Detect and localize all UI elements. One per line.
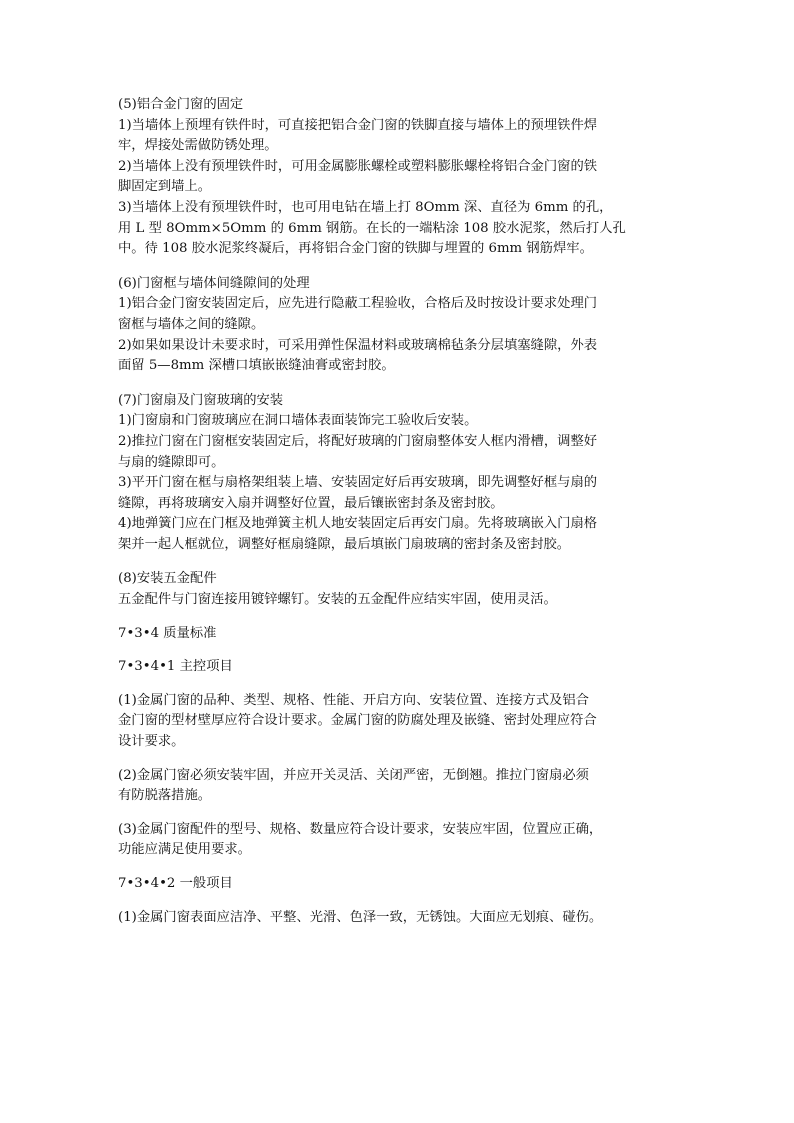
main-control-items-heading: 7•3•4•1 主控项目 <box>118 659 233 675</box>
section-7-line: 4)地弹簧门应在门框及地弹簧主机人地安装固定后再安门扇。先将玻璃嵌入门扇格 <box>118 516 598 532</box>
section-7-line: 1)门窗扇和门窗玻璃应在洞口墙体表面装饰完工验收后安装。 <box>118 413 478 429</box>
spacer <box>118 555 623 569</box>
spacer <box>118 611 623 624</box>
main-item-2-line: 有防脱落措施。 <box>118 788 212 804</box>
section-5-line: 1)当墙体上预埋有铁件时，可直接把铝合金门窗的铁脚直接与墙体上的预埋铁件焊 <box>118 117 598 133</box>
section-6-line: 2)如果如果设计未要求时，可采用弹性保温材料或玻璃棉毡条分层填塞缝隙，外表 <box>118 337 598 353</box>
section-5-line: 牢，焊接处需做防锈处理。 <box>118 138 278 154</box>
section-6-line: 1)铝合金门窗安装固定后，应先进行隐蔽工程验收，合格后及时按设计要求处理门 <box>118 296 598 312</box>
spacer <box>118 260 623 274</box>
main-item-3-line: (3)金属门窗配件的型号、规格、数量应符合设计要求，安装应牢固，位置应正确， <box>118 821 603 837</box>
main-item-3-line: 功能应满足使用要求。 <box>118 842 251 858</box>
section-5-line: 用 L 型 8Omm×5Omm 的 6mm 钢筋。在长的一端粘涂 108 胶水泥浆，然后打人孔 <box>118 220 626 236</box>
spacer <box>118 678 623 691</box>
main-item-1-line: 金门窗的型材壁厚应符合设计要求。金属门窗的防腐处理及嵌缝、密封处理应符合 <box>118 713 597 729</box>
spacer <box>118 753 623 766</box>
section-5-line: 2)当墙体上没有预埋铁件时，可用金属膨胀螺栓或塑料膨胀螺栓将铝合金门窗的铁 <box>118 158 598 174</box>
spacer <box>118 895 623 908</box>
general-item-1-line: (1)金属门窗表面应洁净、平整、光滑、色泽一致，无锈蚀。大面应无划痕、碰伤。 <box>118 909 603 925</box>
main-item-1-line: (1)金属门窗的品种、类型、规格、性能、开启方向、安装位置、连接方式及铝合 <box>118 692 589 708</box>
section-7-heading: (7)门窗扇及门窗玻璃的安装 <box>118 392 284 408</box>
section-5-line: 3)当墙体上没有预埋铁件时，也可用电钻在墙上打 8Omm 深、直径为 6mm 的孔， <box>118 199 613 215</box>
section-7-line: 3)平开门窗在框与扇格架组装上墙、安装固定好后再安玻璃，即先调整好框与扇的 <box>118 475 598 491</box>
section-7-line: 2)推拉门窗在门窗框安装固定后，将配好玻璃的门窗扇整体安人框内滑槽，调整好 <box>118 433 598 449</box>
spacer <box>118 644 623 657</box>
section-6-line: 面留 5—8mm 深槽口填嵌嵌缝油膏或密封胶。 <box>118 358 395 374</box>
main-item-1-line: 设计要求。 <box>118 734 185 750</box>
section-5-line: 脚固定到墙上。 <box>118 179 212 195</box>
document-body <box>118 95 626 928</box>
spacer <box>118 807 623 820</box>
section-6-heading: (6)门窗框与墙体间缝隙间的处理 <box>118 275 310 291</box>
section-5-heading: (5)铝合金门窗的固定 <box>118 97 244 112</box>
section-7-line: 与扇的缝隙即可。 <box>118 454 225 470</box>
general-items-heading: 7•3•4•2 一般项目 <box>118 876 233 891</box>
section-7-line: 架并一起人框就位，调整好框扇缝隙，最后填嵌门扇玻璃的密封条及密封胶。 <box>118 536 571 552</box>
quality-standard-heading: 7•3•4 质量标准 <box>118 625 217 641</box>
spacer <box>118 861 623 874</box>
section-5-line: 中。待 108 胶水泥浆终凝后，再将铝合金门窗的铁脚与埋置的 6mm 钢筋焊牢。 <box>118 241 593 257</box>
spacer <box>118 377 623 391</box>
main-item-2-line: (2)金属门窗必须安装牢固，并应开关灵活、关闭严密，无倒翘。推拉门窗扇必须 <box>118 767 589 783</box>
section-8-heading: (8)安装五金配件 <box>118 571 217 587</box>
section-8-line: 五金配件与门窗连接用镀锌螺钉。安装的五金配件应结实牢固，使用灵活。 <box>118 592 557 608</box>
section-6-line: 窗框与墙体之间的缝隙。 <box>118 316 265 332</box>
section-7-line: 缝隙，再将玻璃安入扇并调整好位置，最后镶嵌密封条及密封胶。 <box>118 495 504 511</box>
